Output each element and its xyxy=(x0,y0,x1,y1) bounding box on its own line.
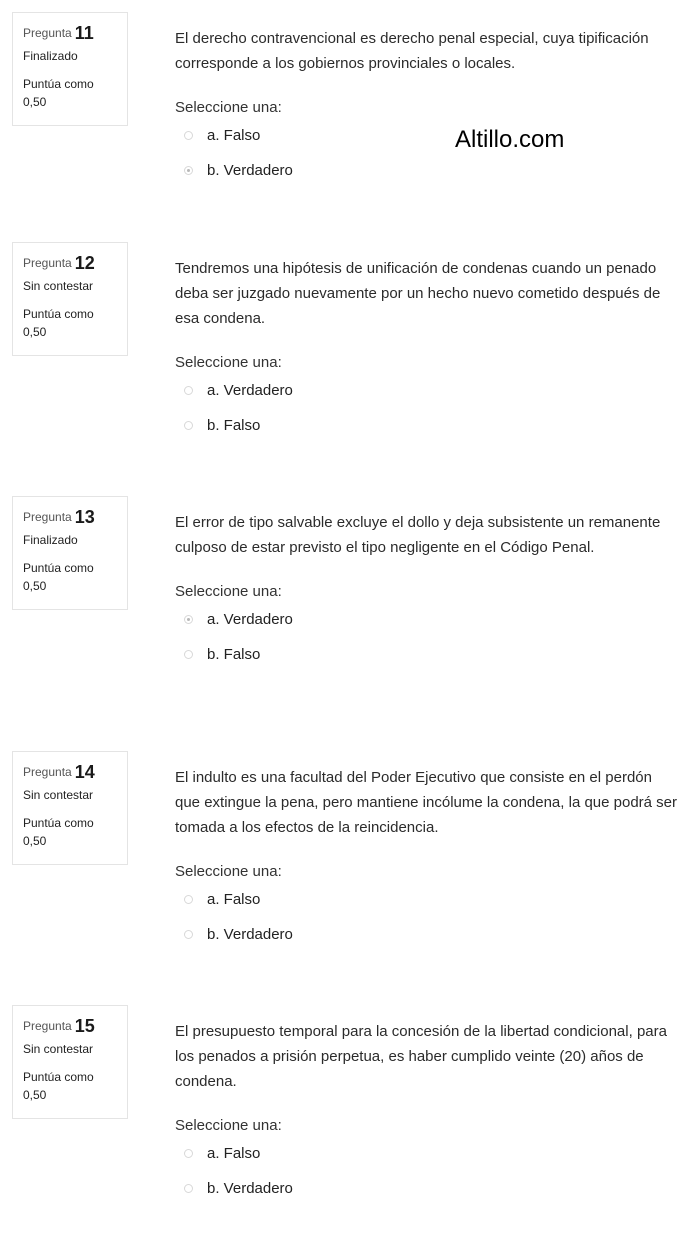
answer-label[interactable]: b. Verdadero xyxy=(207,1180,293,1197)
radio-button-icon[interactable] xyxy=(184,166,193,175)
question-state: Sin contestar xyxy=(23,1042,94,1056)
question-15 xyxy=(0,1005,700,1245)
answer-option-a[interactable] xyxy=(175,381,680,416)
answer-label[interactable]: a. Verdadero xyxy=(207,611,293,628)
question-info xyxy=(12,12,128,126)
radio-button-icon[interactable] xyxy=(184,930,193,939)
question-label: Pregunta xyxy=(23,509,72,524)
answer-prompt: Seleccione una: xyxy=(175,354,282,371)
question-number xyxy=(23,760,119,782)
question-number xyxy=(23,505,119,527)
question-state: Finalizado xyxy=(23,533,78,547)
question-grade: Puntúa como 0,50 xyxy=(23,816,94,848)
answer-list xyxy=(175,890,680,960)
answer-option-a[interactable] xyxy=(175,1144,680,1179)
answer-option-b[interactable] xyxy=(175,416,680,451)
question-13 xyxy=(0,496,700,736)
answer-label[interactable]: b. Verdadero xyxy=(207,162,293,179)
radio-button-icon[interactable] xyxy=(184,615,193,624)
question-12 xyxy=(0,242,700,482)
answer-option-a[interactable] xyxy=(175,126,680,161)
answer-prompt: Seleccione una: xyxy=(175,99,282,116)
answer-list xyxy=(175,381,680,451)
question-state: Sin contestar xyxy=(23,788,94,802)
answer-list xyxy=(175,1144,680,1214)
radio-button-icon[interactable] xyxy=(184,421,193,430)
radio-button-icon[interactable] xyxy=(184,386,193,395)
answer-label[interactable]: a. Falso xyxy=(207,1145,261,1162)
answer-option-b[interactable] xyxy=(175,645,680,680)
question-label: Pregunta xyxy=(23,25,72,40)
answer-label[interactable]: a. Verdadero xyxy=(207,382,293,399)
question-11 xyxy=(0,12,700,252)
answer-label[interactable]: b. Falso xyxy=(207,646,261,663)
answer-option-a[interactable] xyxy=(175,610,680,645)
answer-list xyxy=(175,126,680,196)
question-label: Pregunta xyxy=(23,255,72,270)
question-number-value: 11 xyxy=(74,22,94,43)
question-content xyxy=(175,256,680,451)
answer-label[interactable]: a. Falso xyxy=(207,127,261,144)
radio-button-icon[interactable] xyxy=(184,650,193,659)
question-label: Pregunta xyxy=(23,1018,72,1033)
watermark-text: Altillo.com xyxy=(455,126,565,153)
answer-prompt: Seleccione una: xyxy=(175,863,282,880)
question-state: Finalizado xyxy=(23,49,78,63)
answer-option-b[interactable] xyxy=(175,1179,680,1214)
question-info xyxy=(12,496,128,610)
question-grade: Puntúa como 0,50 xyxy=(23,1070,94,1102)
answer-label[interactable]: b. Verdadero xyxy=(207,926,293,943)
question-text: Tendremos una hipótesis de unificación de condenas cuando un penado deba ser juzgado nuevamente por un hecho nuevo cometido después de esa condena. xyxy=(175,260,661,327)
answer-option-a[interactable] xyxy=(175,890,680,925)
question-content xyxy=(175,765,680,960)
question-content xyxy=(175,26,680,196)
question-grade: Puntúa como 0,50 xyxy=(23,561,94,593)
question-text: El presupuesto temporal para la concesión de la libertad condicional, para los penados a prisión perpetua, es haber cumplido veinte (20) años de condena. xyxy=(175,1023,667,1090)
question-info xyxy=(12,751,128,865)
answer-label[interactable]: a. Falso xyxy=(207,891,261,908)
question-info xyxy=(12,1005,128,1119)
question-grade: Puntúa como 0,50 xyxy=(23,77,94,109)
radio-button-icon[interactable] xyxy=(184,1149,193,1158)
question-state: Sin contestar xyxy=(23,279,94,293)
question-number-value: 14 xyxy=(74,761,95,782)
radio-button-icon[interactable] xyxy=(184,131,193,140)
radio-button-icon[interactable] xyxy=(184,895,193,904)
question-content xyxy=(175,510,680,680)
answer-option-b[interactable] xyxy=(175,925,680,960)
question-label: Pregunta xyxy=(23,764,72,779)
answer-option-b[interactable] xyxy=(175,161,680,196)
question-text: El derecho contravencional es derecho penal especial, cuya tipificación corresponde a los gobiernos provinciales o locales. xyxy=(175,30,649,72)
question-grade: Puntúa como 0,50 xyxy=(23,307,94,339)
question-number-value: 12 xyxy=(74,252,95,273)
question-text: El indulto es una facultad del Poder Ejecutivo que consiste en el perdón que extingue la pena, pero mantiene incólume la condena, la que podrá ser tomada a los efectos de la reincidencia. xyxy=(175,769,678,836)
question-text: El error de tipo salvable excluye el dollo y deja subsistente un remanente culposo de estar previsto el tipo negligente en el Código Penal. xyxy=(175,514,661,556)
answer-label[interactable]: b. Falso xyxy=(207,417,261,434)
question-number xyxy=(23,21,119,43)
answer-prompt: Seleccione una: xyxy=(175,583,282,600)
question-number xyxy=(23,1014,119,1036)
answer-list xyxy=(175,610,680,680)
radio-button-icon[interactable] xyxy=(184,1184,193,1193)
answer-prompt: Seleccione una: xyxy=(175,1117,282,1134)
question-14 xyxy=(0,751,700,991)
question-number-value: 13 xyxy=(74,506,95,527)
question-number xyxy=(23,251,119,273)
question-number-value: 15 xyxy=(74,1015,95,1036)
question-content xyxy=(175,1019,680,1214)
question-info xyxy=(12,242,128,356)
